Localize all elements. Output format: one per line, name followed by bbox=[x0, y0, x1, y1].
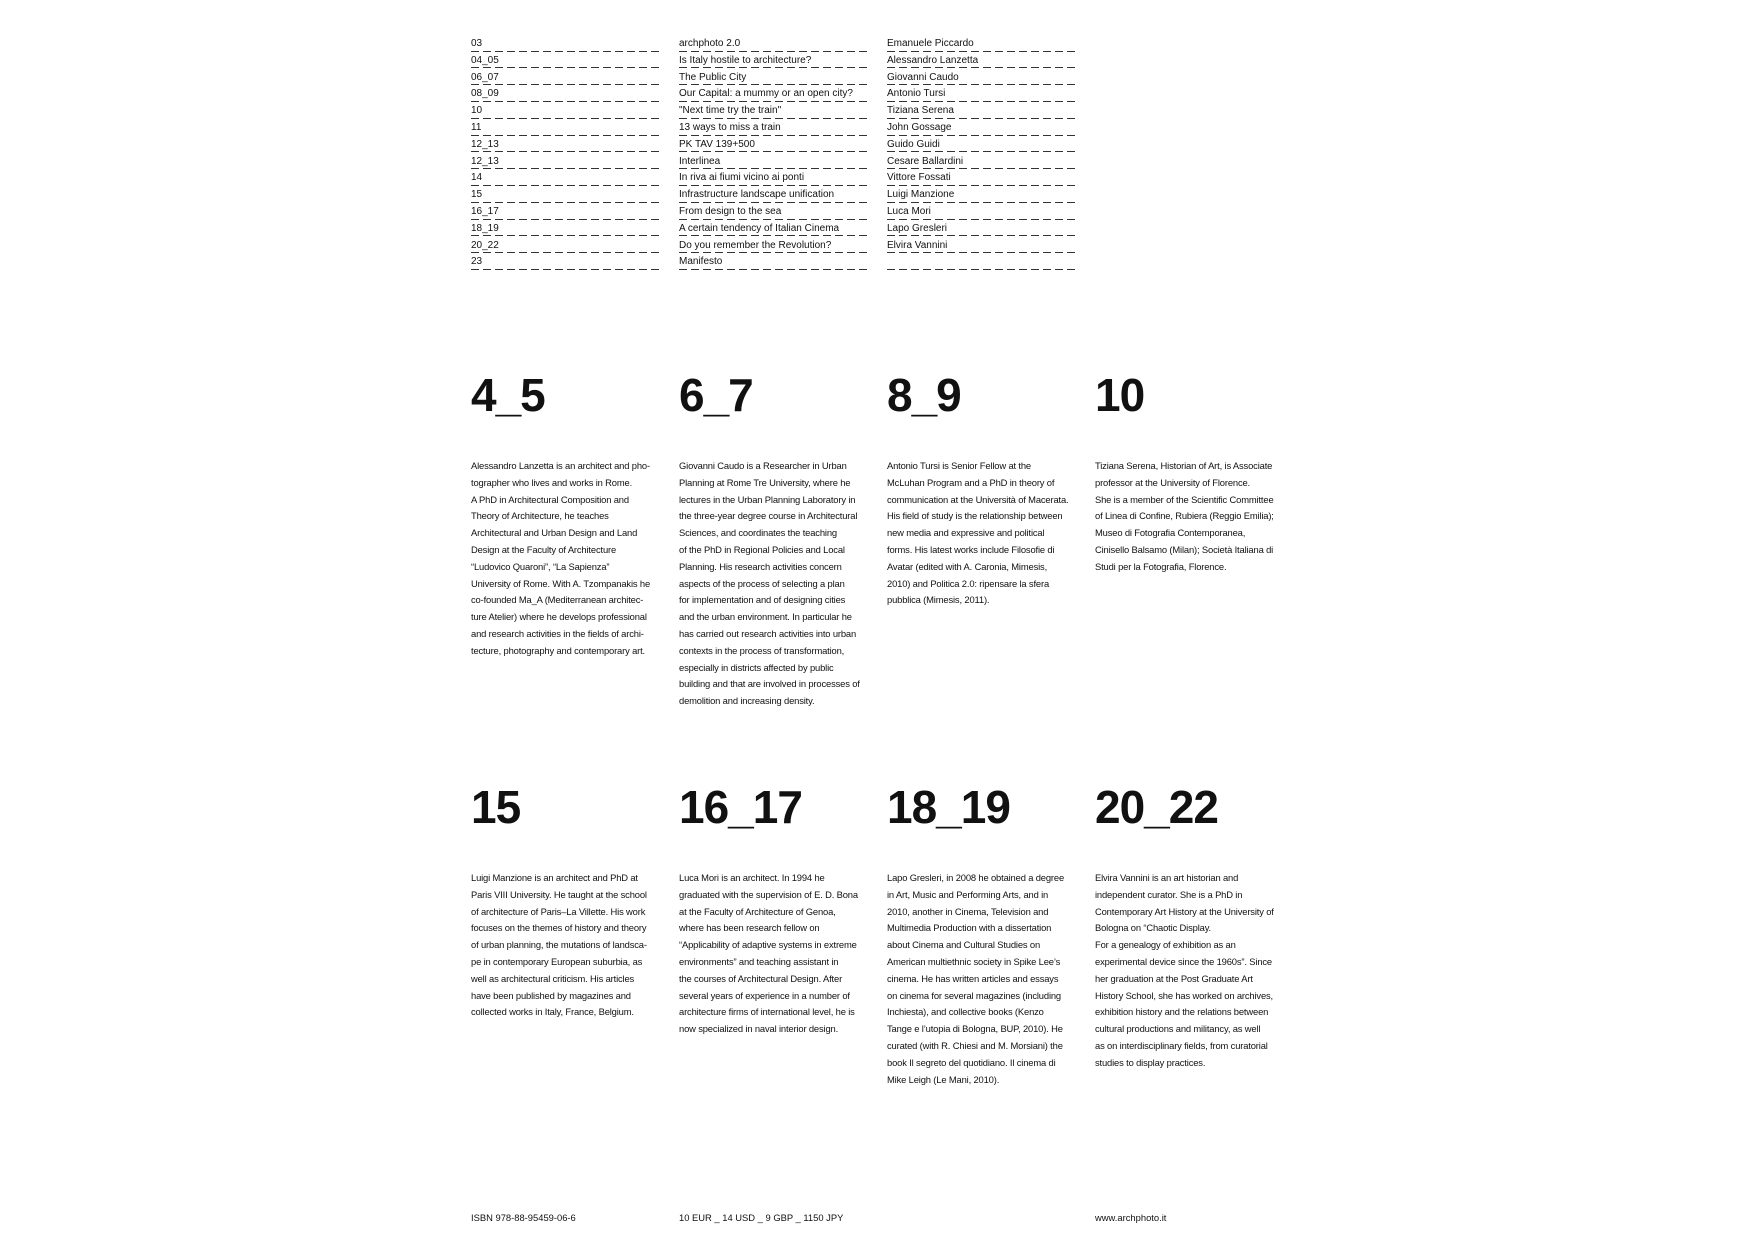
bio-text: Alessandro Lanzetta is an architect and pho- tographer who lives and works in Rome. A PhD in Architectural Composition and Theory of Architecture, he teaches Architectural and Urban Design and Land Design at the Faculty of Architecture “Ludovico Quaroni”, “La Sapienza” University of Rome. With A. Tzompanakis he co-founded Ma_A (Mediterranean architec- ture Atelier) where he develops professional and research activities in the fields of archi- tecture, photography and contemporary art. bbox=[471, 460, 651, 656]
index-title: archphoto 2.0 bbox=[679, 36, 869, 53]
index-author: John Gossage bbox=[887, 120, 1077, 137]
isbn: ISBN 978-88-95459-06-6 bbox=[471, 1212, 576, 1223]
bio-text: Tiziana Serena, Historian of Art, is Associate professor at the University of Florence. She is a member of the Scientific Committee of Linea di Confine, Rubiera (Reggio Emilia); Museo di Fotografia Contemporanea, Cinisello Balsamo (Milan); Società Italiana di Studi per la Fotografia, Florence. bbox=[1095, 460, 1274, 572]
bio-text: Luca Mori is an architect. In 1994 he graduated with the supervision of E. D. Bona at the Faculty of Architecture of Genoa, where has been research fellow on “Applicability of adaptive systems in extreme environments” and teaching assistant in the courses of Architectural Design. After several years of experience in a number of architecture firms of international level, he is now specialized in naval interior design. bbox=[679, 872, 858, 1035]
bio-text: Giovanni Caudo is a Researcher in Urban Planning at Rome Tre University, where he lectures in the Urban Planning Laboratory in the three-year degree course in Architectural Sciences, and coordinates the teaching of the PhD in Regional Policies and Local Planning. His research activities concern aspects of the process of selecting a plan for implementation and of designing cities and the urban environment. In particular he has carried out research activities into urban contexts in the process of transformation, especially in districts affected by public building and that are involved in processes of demolition and increasing density. bbox=[679, 460, 860, 707]
bio-page-number: 16_17 bbox=[679, 781, 802, 833]
index-title: "Next time try the train" bbox=[679, 103, 869, 120]
index-pages-column bbox=[471, 36, 661, 271]
index-author: Luca Mori bbox=[887, 204, 1077, 221]
bio-column bbox=[887, 369, 1077, 710]
bio-section-bottom bbox=[471, 781, 1303, 1088]
bio-column bbox=[887, 781, 1077, 1088]
index-title: Infrastructure landscape unification bbox=[679, 187, 869, 204]
bio-page-number: 20_22 bbox=[1095, 781, 1218, 833]
bio-column bbox=[1095, 369, 1285, 710]
table-of-contents bbox=[471, 36, 1095, 271]
index-authors-column bbox=[887, 36, 1077, 271]
index-page: 15 bbox=[471, 187, 661, 204]
bio-column bbox=[471, 781, 661, 1088]
index-page: 16_17 bbox=[471, 204, 661, 221]
index-author: Cesare Ballardini bbox=[887, 154, 1077, 171]
bio-column bbox=[679, 781, 869, 1088]
price: 10 EUR _ 14 USD _ 9 GBP _ 1150 JPY bbox=[679, 1212, 844, 1223]
index-title: 13 ways to miss a train bbox=[679, 120, 869, 137]
bio-text: Elvira Vannini is an art historian and independent curator. She is a PhD in Contemporary Art History at the University of Bologna on “Chaotic Display. For a genealogy of exhibition as an experimental device since the 1960s”. Since her graduation at the Post Graduate Art History School, she has worked on archives, exhibition history and the relations between cultural productions and militancy, as well as on interdisciplinary fields, from curatorial studies to display practices. bbox=[1095, 872, 1274, 1068]
index-author: Tiziana Serena bbox=[887, 103, 1077, 120]
index-page: 03 bbox=[471, 36, 661, 53]
index-title: Interlinea bbox=[679, 154, 869, 171]
index-title: Is Italy hostile to architecture? bbox=[679, 53, 869, 70]
index-page: 10 bbox=[471, 103, 661, 120]
index-author: Lapo Gresleri bbox=[887, 221, 1077, 238]
index-page: 08_09 bbox=[471, 86, 661, 103]
bio-text: Lapo Gresleri, in 2008 he obtained a degree in Art, Music and Performing Arts, and in 2010, another in Cinema, Television and Multimedia Production with a dissertation about Cinema and Cultural Studies on American multiethnic society in Spike Lee’s cinema. He has written articles and essays on cinema for several magazines (including Inchiesta), and collective books (Kenzo Tange e l’utopia di Bologna, BUP, 2010). He curated (with R. Chiesi and M. Morsiani) the book Il segreto del quotidiano. Il cinema di Mike Leigh (Le Mani, 2010). bbox=[887, 872, 1065, 1085]
bio-page-number: 18_19 bbox=[887, 781, 1010, 833]
bio-text: Antonio Tursi is Senior Fellow at the McLuhan Program and a PhD in theory of communication at the Università of Macerata. His field of study is the relationship between new media and expressive and political forms. His latest works include Filosofie di Avatar (edited with A. Caronia, Mimesis, 2010) and Politica 2.0: ripensare la sfera pubblica (Mimesis, 2011). bbox=[887, 460, 1069, 606]
index-author: Elvira Vannini bbox=[887, 238, 1077, 255]
index-author: Alessandro Lanzetta bbox=[887, 53, 1077, 70]
bio-page-number: 10 bbox=[1095, 369, 1145, 421]
index-title: In riva ai fiumi vicino ai ponti bbox=[679, 170, 869, 187]
bio-page-number: 8_9 bbox=[887, 369, 961, 421]
index-author: Antonio Tursi bbox=[887, 86, 1077, 103]
index-page: 04_05 bbox=[471, 53, 661, 70]
index-title: Manifesto bbox=[679, 254, 869, 271]
index-title: PK TAV 139+500 bbox=[679, 137, 869, 154]
bio-page-number: 15 bbox=[471, 781, 521, 833]
index-title: A certain tendency of Italian Cinema bbox=[679, 221, 869, 238]
index-author bbox=[887, 254, 1077, 271]
index-page: 06_07 bbox=[471, 70, 661, 87]
bio-column bbox=[679, 369, 869, 710]
bio-page-number: 6_7 bbox=[679, 369, 753, 421]
index-page: 18_19 bbox=[471, 221, 661, 238]
footer bbox=[471, 1212, 1166, 1223]
index-author: Guido Guidi bbox=[887, 137, 1077, 154]
bio-text: Luigi Manzione is an architect and PhD at Paris VIII University. He taught at the school of architecture of Paris–La Villette. His work focuses on the themes of history and theory of urban planning, the mutations of landsca- pe in contemporary European suburbia, as well as architectural criticism. His articles have been published by magazines and collected works in Italy, France, Belgium. bbox=[471, 872, 647, 1018]
index-titles-column bbox=[679, 36, 869, 271]
bio-column bbox=[471, 369, 661, 710]
bio-column bbox=[1095, 781, 1285, 1088]
index-page: 12_13 bbox=[471, 154, 661, 171]
index-page: 23 bbox=[471, 254, 661, 271]
index-page: 11 bbox=[471, 120, 661, 137]
index-page: 20_22 bbox=[471, 238, 661, 255]
index-author: Vittore Fossati bbox=[887, 170, 1077, 187]
index-author: Emanuele Piccardo bbox=[887, 36, 1077, 53]
bio-section-top bbox=[471, 369, 1303, 710]
index-page: 14 bbox=[471, 170, 661, 187]
index-page: 12_13 bbox=[471, 137, 661, 154]
bio-page-number: 4_5 bbox=[471, 369, 545, 421]
index-title: Do you remember the Revolution? bbox=[679, 238, 869, 255]
index-author: Luigi Manzione bbox=[887, 187, 1077, 204]
index-title: The Public City bbox=[679, 70, 869, 87]
index-author: Giovanni Caudo bbox=[887, 70, 1077, 87]
website-link[interactable]: www.archphoto.it bbox=[1095, 1212, 1167, 1223]
index-title: Our Capital: a mummy or an open city? bbox=[679, 86, 869, 103]
index-title: From design to the sea bbox=[679, 204, 869, 221]
